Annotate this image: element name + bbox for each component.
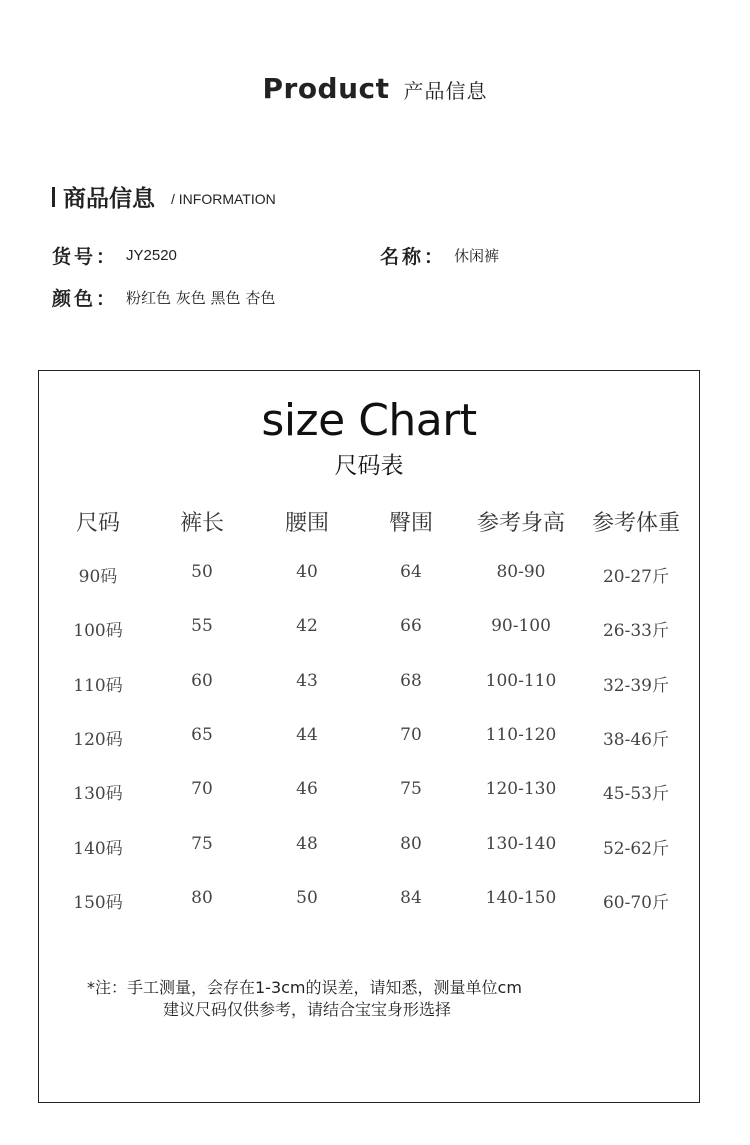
section-title-en: / INFORMATION (171, 190, 276, 207)
name-value: 休闲裤 (454, 247, 500, 265)
size-table-cell: 120-130 (485, 779, 557, 799)
size-table-cell: 90码 (78, 567, 118, 587)
size-table-header-cell: 臀围 (388, 511, 433, 536)
header-title-zh: 产品信息 (403, 79, 488, 103)
size-table-cell: 45-53斤 (602, 784, 669, 804)
section-title-zh: 商品信息 (63, 186, 155, 212)
size-table-cell: 140-150 (485, 888, 557, 908)
size-table-cell: 80 (191, 888, 213, 908)
color-value: 粉红色 灰色 黑色 杏色 (126, 289, 276, 307)
section-title (52, 180, 276, 213)
sku-value: JY2520 (126, 247, 177, 264)
size-table-cell: 52-62斤 (602, 839, 669, 859)
size-table-cell: 80 (400, 834, 422, 854)
size-table-cell: 26-33斤 (602, 621, 669, 641)
sku-label: 货号： (52, 246, 119, 268)
size-table-cell: 130码 (73, 784, 123, 804)
size-table-cell: 84 (400, 888, 422, 908)
size-table-cell: 20-27斤 (602, 567, 669, 587)
size-chart-box (38, 370, 700, 1103)
size-table-cell: 60 (191, 671, 213, 691)
size-table-cell: 65 (191, 725, 213, 745)
size-table-header-cell: 尺码 (75, 511, 120, 536)
size-table-cell: 75 (400, 779, 422, 799)
section-divider-bar (52, 187, 55, 207)
size-table-cell: 130-140 (485, 834, 557, 854)
size-table-header-cell: 参考体重 (591, 511, 680, 536)
size-table-header-cell: 裤长 (179, 511, 224, 536)
info-color (52, 284, 275, 311)
color-label: 颜色： (52, 288, 119, 310)
size-table-cell: 48 (296, 834, 318, 854)
size-table-cell: 42 (296, 616, 318, 636)
size-table-cell: 55 (191, 616, 213, 636)
size-table-cell: 50 (296, 888, 318, 908)
size-table-cell: 46 (296, 779, 318, 799)
size-table-cell: 66 (400, 616, 422, 636)
product-header (0, 72, 750, 105)
name-label: 名称： (380, 246, 447, 268)
note-line-2: 建议尺码仅供参考，请结合宝宝身形选择 (163, 1000, 452, 1019)
size-table-cell: 150码 (73, 893, 123, 913)
size-table-cell: 100码 (73, 621, 123, 641)
size-table-cell: 40 (296, 562, 318, 582)
size-table-cell: 43 (296, 671, 318, 691)
size-table-cell: 64 (400, 562, 422, 582)
size-table-cell: 70 (191, 779, 213, 799)
size-table-cell: 70 (400, 725, 422, 745)
size-table-cell: 100-110 (485, 671, 557, 691)
size-table-cell: 68 (400, 671, 422, 691)
size-table-cell: 140码 (73, 839, 123, 859)
size-table-cell: 60-70斤 (602, 893, 669, 913)
size-table-cell: 110-120 (485, 725, 557, 745)
info-sku (52, 242, 177, 269)
size-table-header-cell: 参考身高 (476, 511, 565, 536)
size-table-cell: 120码 (73, 730, 123, 750)
size-table-cell: 90-100 (491, 616, 551, 636)
size-table-cell: 32-39斤 (602, 676, 669, 696)
size-table-cell: 75 (191, 834, 213, 854)
size-table-cell: 44 (296, 725, 318, 745)
info-name (380, 242, 499, 269)
note-line-1: *注：手工测量，会存在1-3cm的误差，请知悉，测量单位cm (87, 978, 522, 997)
header-title-en: Product (262, 72, 390, 105)
size-chart-title-en: size Chart (261, 395, 477, 446)
size-table-cell: 110码 (73, 676, 123, 696)
size-table-cell: 50 (191, 562, 213, 582)
size-table-cell: 38-46斤 (602, 730, 669, 750)
size-table-header-cell: 腰围 (284, 511, 329, 536)
size-table-cell: 80-90 (496, 562, 546, 582)
size-chart-title-zh: 尺码表 (334, 453, 404, 479)
